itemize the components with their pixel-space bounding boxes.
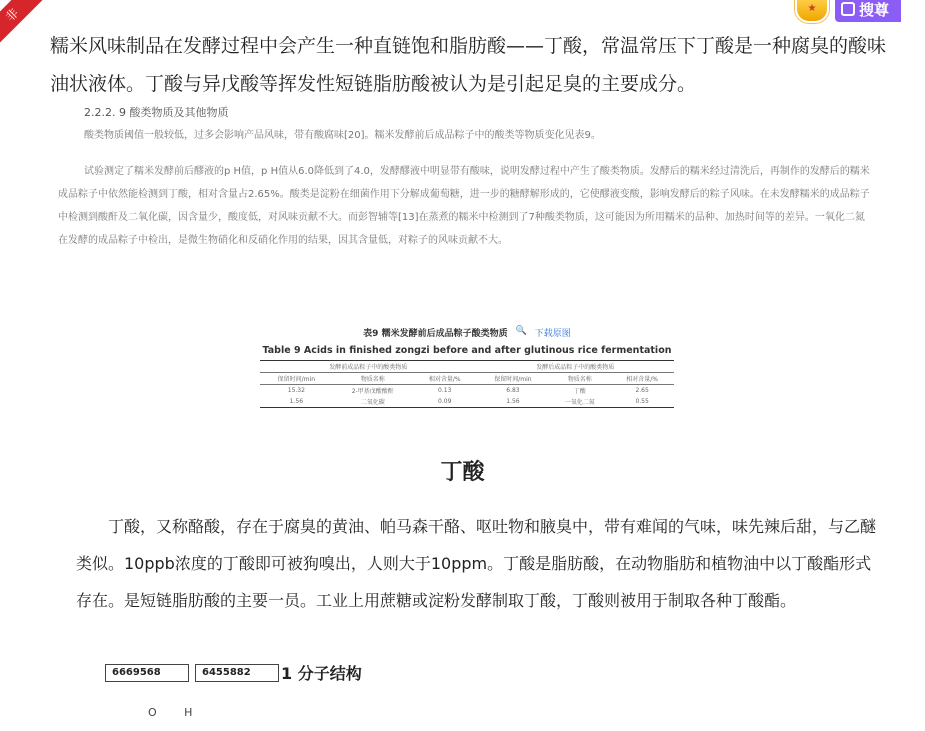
trophy-icon[interactable]: ★ (795, 0, 829, 23)
table-cell: 1.56 (506, 398, 520, 405)
table-cell: 0.09 (438, 398, 452, 405)
structure-diagram (148, 706, 192, 719)
table-cell: 15.32 (287, 387, 305, 394)
section-title: 2.2.2. 9 酸类物质及其他物质 (84, 106, 229, 119)
molecule-title: 1 分子结构 (281, 664, 362, 683)
column-header: 物质名称 (549, 373, 610, 385)
butyric-paragraph: 丁酸，又称酪酸，存在于腐臭的黄油、帕马森干酪、呕吐物和腋臭中，带有难闻的气味，味先辣后甜，与乙醚类似。10ppb浓度的丁酸即可被狗嗅出，人则大于10ppm。丁酸是脂肪酸，在动物脂肪和植物油中以丁酸酯形式存在。是短链脂肪酸的主要一员。工业上用蔗糖或淀粉发酵制取丁酸，丁酸则被用于制取各种丁酸酯。 (76, 517, 877, 610)
corner-ribbon: 非 (0, 0, 48, 51)
zoom-icon[interactable]: 🔍 (515, 326, 527, 336)
lead-paragraph: 糯米风味制品在发酵过程中会产生一种直链饱和脂肪酸——丁酸，常温常压下丁酸是一种腐臭的酸味油状液体。丁酸与异戊酸等挥发性短链脂肪酸被认为是引起足臭的主要成分。 (50, 35, 887, 95)
table-cell: 1.56 (289, 398, 304, 405)
table-cell: 0.13 (438, 387, 452, 394)
search-button-label: 搜尊 (859, 0, 890, 19)
scan-paragraph-1: 酸类物质阈值一般较低，过多会影响产品风味，带有酸腐味[20]。糯米发酵前后成品粽子中的酸类等物质变化见表9。 (84, 130, 601, 141)
group-header: 发酵前成品粽子中的酸类物质 (260, 361, 477, 373)
search-icon (841, 2, 855, 16)
download-link[interactable]: 下载原图 (534, 329, 571, 339)
structure-atom-h: H (184, 706, 193, 719)
column-header: 物质名称 (333, 373, 413, 385)
table-cell: 丁酸 (573, 388, 586, 395)
table-cell: 一氧化二氮 (564, 399, 595, 406)
column-header: 相对含量/% (413, 373, 477, 385)
table-caption: 表9 糯米发酵前后成品粽子酸类物质 (363, 329, 508, 339)
structure-atom-o: O (148, 706, 157, 719)
acid-table (260, 326, 674, 408)
table-cell: 2.65 (635, 387, 649, 394)
table-cell: 二氧化碳 (360, 399, 385, 406)
molecule-header (105, 661, 362, 684)
table-body (260, 360, 674, 408)
column-header: 保留时间/min (260, 373, 333, 385)
table-cell: 0.55 (635, 398, 649, 405)
column-header: 保留时间/min (477, 373, 550, 385)
table-row (260, 396, 674, 408)
table-caption-en: Table 9 Acids in finished zongzi before and after glutinous rice fermentation (262, 345, 672, 356)
table-cell: 2-甲基戊酸酸酐 (351, 388, 394, 395)
number-box: 6455882 (195, 664, 279, 682)
number-box: 6669568 (105, 664, 189, 682)
section-heading: 丁酸 (440, 460, 485, 485)
table-row (260, 385, 674, 397)
column-header: 相对含量/% (610, 373, 674, 385)
scan-paragraph-2: 试验测定了糯米发酵前后醪液的p H值，p H值从6.0降低到了4.0，发酵醪液中明显带有酸味，说明发酵过程中产生了酸类物质。发酵后的糯米经过清洗后，再制作的发酵后的糯米成品粽子中依然能检测到丁酸，相对含量占2.65%。酸类是淀粉在细菌作用下分解成葡萄糖，进一步的糖酵解形成的，它使醪液变酸，影响发酵后的粽子风味。在未发酵糯米的成品粽子中检测到酸酐及二氧化碳，因含量少，酸度低，对风味贡献不大。而彭智辅等[13]在蒸煮的糯米中检测到了7种酸类物质，这可能因为所用糯米的品种、加热时间等的差异。一氧化二氮在发酵的成品粽子中检出，是微生物硝化和反硝化作用的结果，因其含量低，对粽子的风味贡献不大。 (58, 166, 870, 246)
table-cell: 6.83 (506, 387, 520, 394)
group-header: 发酵后成品粽子中的酸类物质 (477, 361, 674, 373)
top-widget[interactable] (795, 0, 925, 24)
search-button[interactable] (835, 0, 901, 22)
